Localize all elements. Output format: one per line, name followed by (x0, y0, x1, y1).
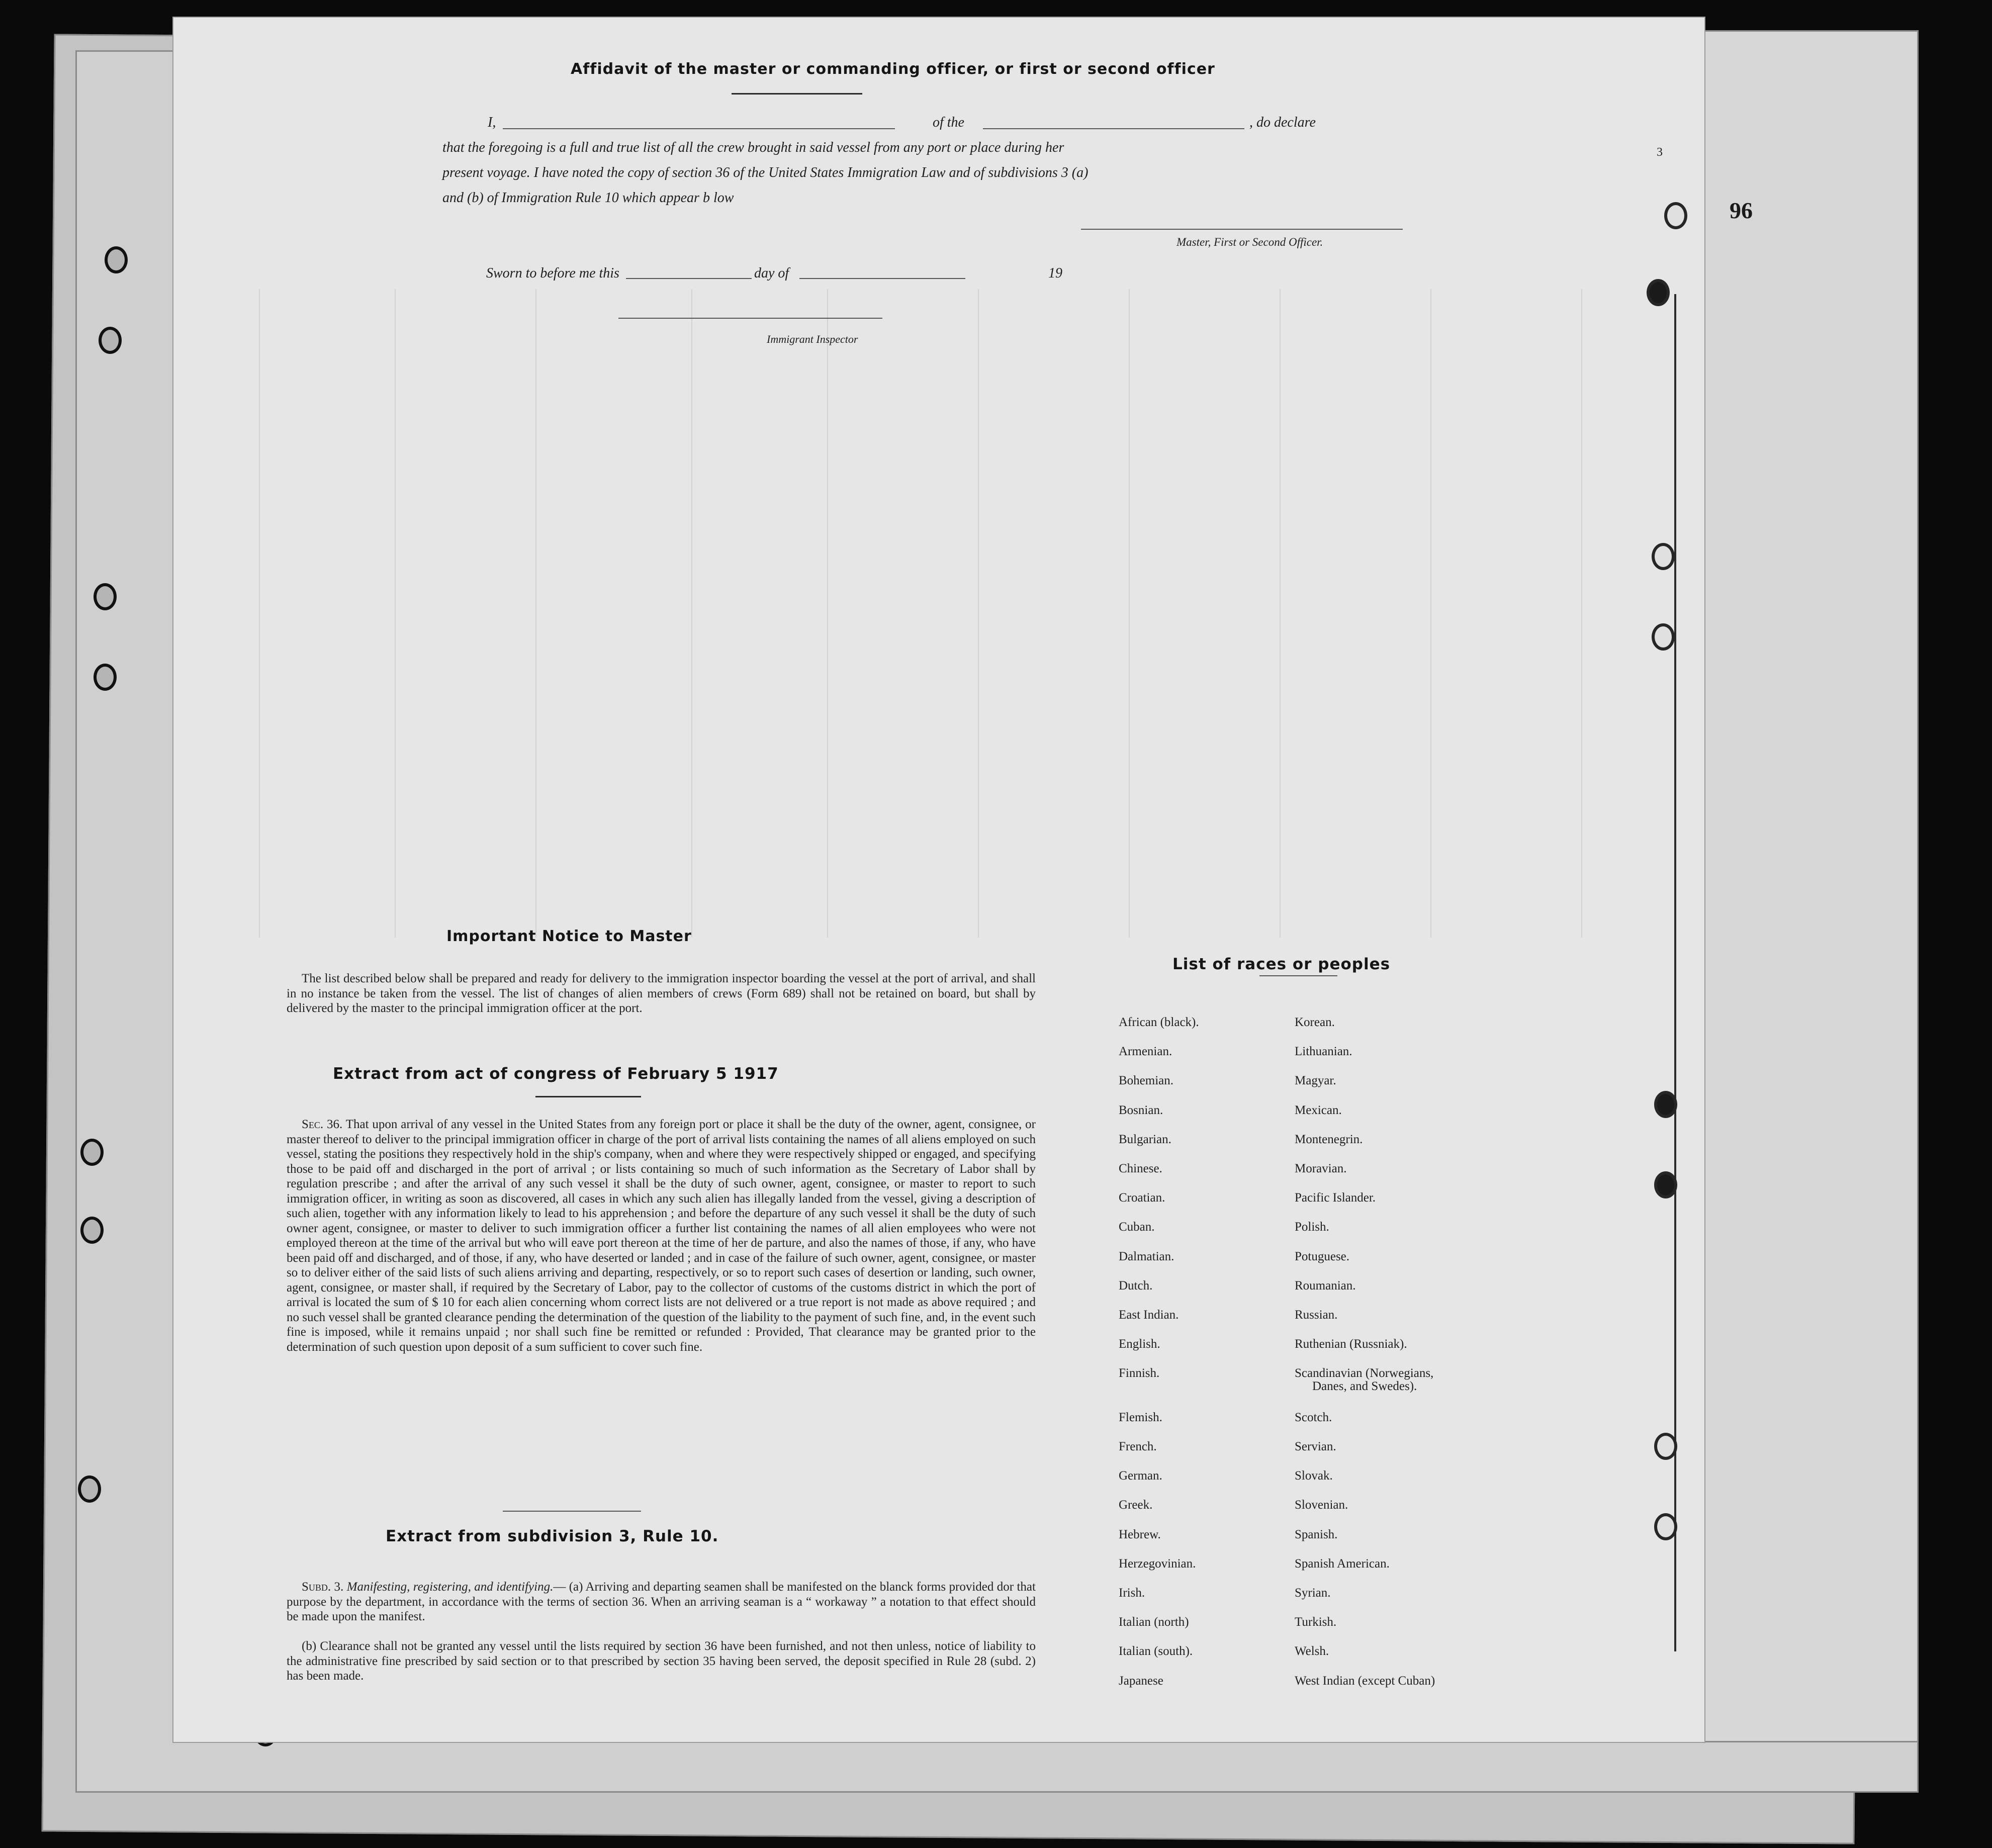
punch-hole-icon (99, 327, 122, 354)
page-corner-number: 3 (1657, 146, 1663, 159)
affidavit-line-2: that the foregoing is a full and true list of all the crew brought in said vessel from any port or place during her (442, 140, 1064, 155)
notice-text: The list described below shall be prepared and ready for delivery to the immigration inspector boarding the vessel at the port of arrival, and shall in no instance be taken from the vessel. The list of changes of alien members of crews (Form 689) shall not be retained on board, but shall by delivered by the master to the principal immigration officer at the port. (287, 972, 1036, 1015)
races-title: List of races or peoples (1172, 955, 1391, 973)
race-item: Polish. (1295, 1220, 1329, 1234)
vessel-blank-line (983, 128, 1244, 129)
race-item: Chinese. (1119, 1162, 1162, 1175)
extract-act-title: Extract from act of congress of February 5 1917 (333, 1065, 779, 1083)
subd-3-text-b: (b) Clearance shall not be granted any vessel until the lists required by section 36 have been furnished, and not then unless, notice of liability to the administrative fine prescribed by said section or to that prescribed by section 35 having been served, the deposit specified in Rule 28 (subd. 2) has been made. (287, 1639, 1036, 1683)
punch-hole-icon (1664, 202, 1687, 229)
race-item: Flemish. (1119, 1410, 1162, 1424)
affidavit-i-label: I, (488, 115, 496, 130)
race-item: Dutch. (1119, 1278, 1153, 1292)
race-item: Scandinavian (Norwegians, (1295, 1366, 1434, 1380)
race-item: Servian. (1295, 1439, 1336, 1453)
race-item: Italian (south). (1119, 1644, 1193, 1658)
race-item: Dalmatian. (1119, 1249, 1174, 1263)
race-item: Italian (north) (1119, 1615, 1189, 1629)
sworn-prefix: Sworn to before me this (486, 265, 619, 281)
race-item: French. (1119, 1439, 1157, 1453)
race-item: Japanese (1119, 1674, 1163, 1688)
punch-hole-icon (1654, 1091, 1677, 1118)
punch-hole-icon (1654, 1433, 1677, 1460)
punch-hole-icon (94, 664, 117, 691)
race-item: Syrian. (1295, 1586, 1331, 1600)
punch-hole-icon (1652, 623, 1675, 651)
notice-title: Important Notice to Master (446, 928, 692, 945)
race-item: English. (1119, 1337, 1160, 1351)
subd-3-heading: Manifesting, registering, and identifying. (346, 1580, 554, 1594)
race-item: Croatian. (1119, 1191, 1165, 1205)
race-item: African (black). (1119, 1015, 1199, 1029)
race-item: Lithuanian. (1295, 1045, 1352, 1059)
punch-hole-icon (105, 246, 128, 273)
punch-hole-icon (1654, 1513, 1677, 1540)
master-label: Master, First or Second Officer. (1176, 236, 1323, 248)
race-item: Bosnian. (1119, 1103, 1163, 1117)
affidavit-of-the-label: of the (933, 115, 964, 130)
sec-36-text: That upon arrival of any vessel in the United States from any foreign port or place it shall be the duty of the owner, agent, consignee, or master thereof to deliver to the principal immigration officer in charge of the port of arrival lists containing the names of all aliens employed on such vessel, stating the positions they respectively hold in the ship's company, when and where they were respectively shipped or engaged, and specifying those to be paid off and discharged in the port of arrival ; or lists containing so much of such information as the Secretary of Labor shall by regulation prescribe ; and after the arrival of any such vessel it shall be the duty of such owner, agent, consignee, or master to report to such immigration officer, in writing as soon as discovered, all cases in which any such alien has illegally landed from the vessel, giving a description of such alien, together with any information likely to lead to his apprehension ; and before the departure of any such vessel it shall be the duty of such owner agent, consignee, or master to deliver to such immigration officer a further list containing the names of all alien employees who were not employed thereon at the time of the arrival but who will eave port thereon at the time of her de parture, and also the names of those, if any, who have been paid off and discharged, and of those, if any, who have deserted or landed ; and in case of the failure of such owner, agent, consignee, or master so to deliver either of the said lists of such aliens arriving and departing, respectively, or so to report such cases of desertion or landing, such owner, agent, consignee, or master shall, if required by the Secretary of Labor, pay to the collector of customs of the customs district in which the port of arrival is located the sum of $ 10 for each alien concerning whom correct lists are not delivered or a true report is not made as above required ; and no such vessel shall be granted clearance pending the determination of the question of the liability to the payment of such fine, and, in the event such fine is imposed, while it remains unpaid ; nor shall such fine be remitted or refunded : Provided, That clearance may be granted prior to the determination of such question upon deposit of a sum sufficient to cover such fine. (287, 1118, 1036, 1354)
sworn-day-blank (626, 278, 752, 279)
race-item: Turkish. (1295, 1615, 1337, 1629)
sec-36-label: Sec. 36. (302, 1118, 343, 1131)
race-item: Armenian. (1119, 1045, 1172, 1059)
manifest-page (173, 18, 1704, 1742)
sworn-day-of: day of (754, 265, 789, 281)
punch-hole-icon (94, 583, 117, 610)
affidavit-line-3: present voyage. I have noted the copy of section 36 of the United States Immigration Law and of subdivisions 3 (a) (442, 165, 1089, 180)
subd-3-text-a: — (a) Arriving and departing seamen shall be manifested on the blanck forms provided dor that purpose by the department, in accordance with the terms of section 36. When an arriving seaman is a “ workaway ” a notation to that effect should be made upon the manifest. (287, 1580, 1036, 1623)
race-item: Scotch. (1295, 1410, 1332, 1424)
race-item: Cuban. (1119, 1220, 1155, 1234)
race-item: Pacific Islander. (1295, 1191, 1376, 1205)
race-item: East Indian. (1119, 1308, 1179, 1322)
race-item: Danes, and Swedes). (1312, 1379, 1417, 1394)
race-item: Spanish American. (1295, 1556, 1390, 1570)
race-item: Irish. (1119, 1586, 1145, 1600)
race-item: Korean. (1295, 1015, 1335, 1029)
race-item: Hebrew. (1119, 1527, 1161, 1541)
punch-hole-icon (78, 1475, 101, 1503)
affidavit-title: Affidavit of the master or commanding officer, or first or second officer (571, 60, 1215, 78)
punch-hole-icon (1654, 1171, 1677, 1198)
race-item: Montenegrin. (1295, 1132, 1363, 1146)
affidavit-line-4: and (b) of Immigration Rule 10 which appear b low (442, 190, 734, 206)
race-item: German. (1119, 1469, 1162, 1483)
race-item: Finnish. (1119, 1366, 1160, 1380)
punch-hole-icon (1652, 543, 1675, 570)
race-item: Magyar. (1295, 1074, 1336, 1088)
sworn-month-blank (799, 278, 965, 279)
race-item: Herzegovinian. (1119, 1556, 1196, 1570)
race-item: Bulgarian. (1119, 1132, 1171, 1146)
race-item: Bohemian. (1119, 1074, 1174, 1088)
race-item: Mexican. (1295, 1103, 1342, 1117)
inspector-signature-line (618, 318, 882, 319)
race-item: Moravian. (1295, 1162, 1347, 1175)
underlying-sheet-right (1689, 30, 1919, 1742)
extract-rule-title: Extract from subdivision 3, Rule 10. (386, 1527, 719, 1545)
punch-hole-icon (80, 1217, 104, 1244)
affidavit-declare-label: , do declare (1249, 115, 1316, 130)
race-item: West Indian (except Cuban) (1295, 1674, 1435, 1688)
race-item: Ruthenian (Russniak). (1295, 1337, 1407, 1351)
race-item: Russian. (1295, 1308, 1338, 1322)
race-item: Slovenian. (1295, 1498, 1348, 1512)
sworn-year: 19 (1048, 265, 1062, 281)
punch-hole-icon (1647, 279, 1670, 306)
punch-hole-icon (80, 1139, 104, 1166)
race-item: Greek. (1119, 1498, 1153, 1512)
inspector-label: Immigrant Inspector (767, 333, 858, 345)
underlying-page-number: 96 (1730, 198, 1753, 223)
name-blank-line (503, 128, 895, 129)
race-item: Roumanian. (1295, 1278, 1356, 1292)
subd-3-label: Subd. 3. (302, 1580, 344, 1594)
race-item: Spanish. (1295, 1527, 1338, 1541)
master-signature-line (1081, 229, 1403, 230)
race-item: Welsh. (1295, 1644, 1329, 1658)
race-item: Slovak. (1295, 1469, 1333, 1483)
race-item: Potuguese. (1295, 1249, 1350, 1263)
